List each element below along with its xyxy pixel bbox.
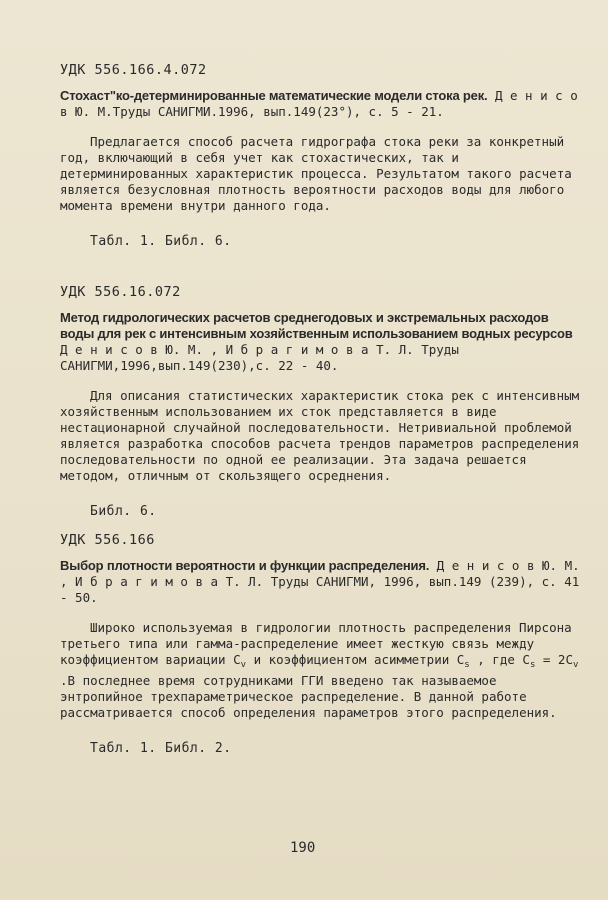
entry-abstract xyxy=(60,620,580,721)
abstract-text: , где C xyxy=(469,652,530,667)
subscript-v: v xyxy=(240,660,247,670)
entry-abstract: Предлагается способ расчета гидрографа стока реки за конкретный год, включающий в себя учет как стохастических, так и детерминированных характеристик процесса. Результатом такого расчета является безусловная плотность вероятности расходов воды для любого момента времени внутри данного года. xyxy=(60,134,572,213)
entry-title: Метод гидрологических расчетов среднегодовых и экстремальных расходов воды для рек с интенсивным хозяйственным использованием водных ресурсов xyxy=(60,310,573,341)
udk-code: УДК 556.166 xyxy=(60,532,155,548)
entry-title: Выбор плотности вероятности и функции распределения. xyxy=(60,558,430,573)
udk-code: УДК 556.16.072 xyxy=(60,284,181,300)
entry-heading xyxy=(60,558,580,606)
entry-abstract: Для описания статистических характеристик стока рек с интенсивным хозяйственным использованием их сток представляется в виде нестационарной случайной последовательности. Нетривиальной проблемой является разработка способов расчета трендов параметров распределения последовательности по одной ее реализации. Эта задача решается методом, отличным от скользящего осреднения. xyxy=(60,388,580,483)
entry-title: Стохаст"ко-детерминированные математические модели стока рек. xyxy=(60,88,488,103)
entry-heading xyxy=(60,88,580,120)
subscript-v: v xyxy=(573,660,579,670)
udk-code: УДК 556.166.4.072 xyxy=(60,62,207,78)
entry-1 xyxy=(60,62,580,249)
abstract-text: Широко используемая в гидрологии плотность распределения Пирсона третьего типа или гамма-распределение имеет жесткую связь между коэффициентом вариации C xyxy=(60,620,572,667)
entry-3 xyxy=(60,532,580,756)
entry-authors-source: Д е н и с о в Ю. М. , И б р а г и м о в а Т. Л. Труды САНИГМИ,1996,вып.149(230),с. 22 - 40. xyxy=(60,342,459,373)
abstract-text: = 2C xyxy=(535,652,573,667)
entry-refs: Библ. 6. xyxy=(90,504,157,519)
subscript-s: s xyxy=(529,660,536,670)
page-number: 190 xyxy=(290,840,316,856)
abstract-text: .В последнее время сотрудниками ГГИ введено так называемое энтропийное трехпараметрическое распределение. В данной работе рассматривается способ определения параметров этого распределения. xyxy=(60,673,557,720)
entry-heading xyxy=(60,310,580,374)
entry-authors-source: Д е н и с о в Ю. М.Труды САНИГМИ.1996, вып.149(23°), с. 5 - 21. xyxy=(60,88,578,119)
entry-refs: Табл. 1. Библ. 6. xyxy=(90,234,232,249)
entry-2 xyxy=(60,284,580,519)
entry-refs: Табл. 1. Библ. 2. xyxy=(90,741,232,756)
abstract-text: и коэффициентом асимметрии C xyxy=(246,652,465,667)
entry-authors-source: Д е н и с о в Ю. М. , И б р а г и м о в а Т. Л. Труды САНИГМИ, 1996, вып.149 (239), с. 41 - 50. xyxy=(60,558,580,605)
subscript-s: s xyxy=(464,660,470,670)
